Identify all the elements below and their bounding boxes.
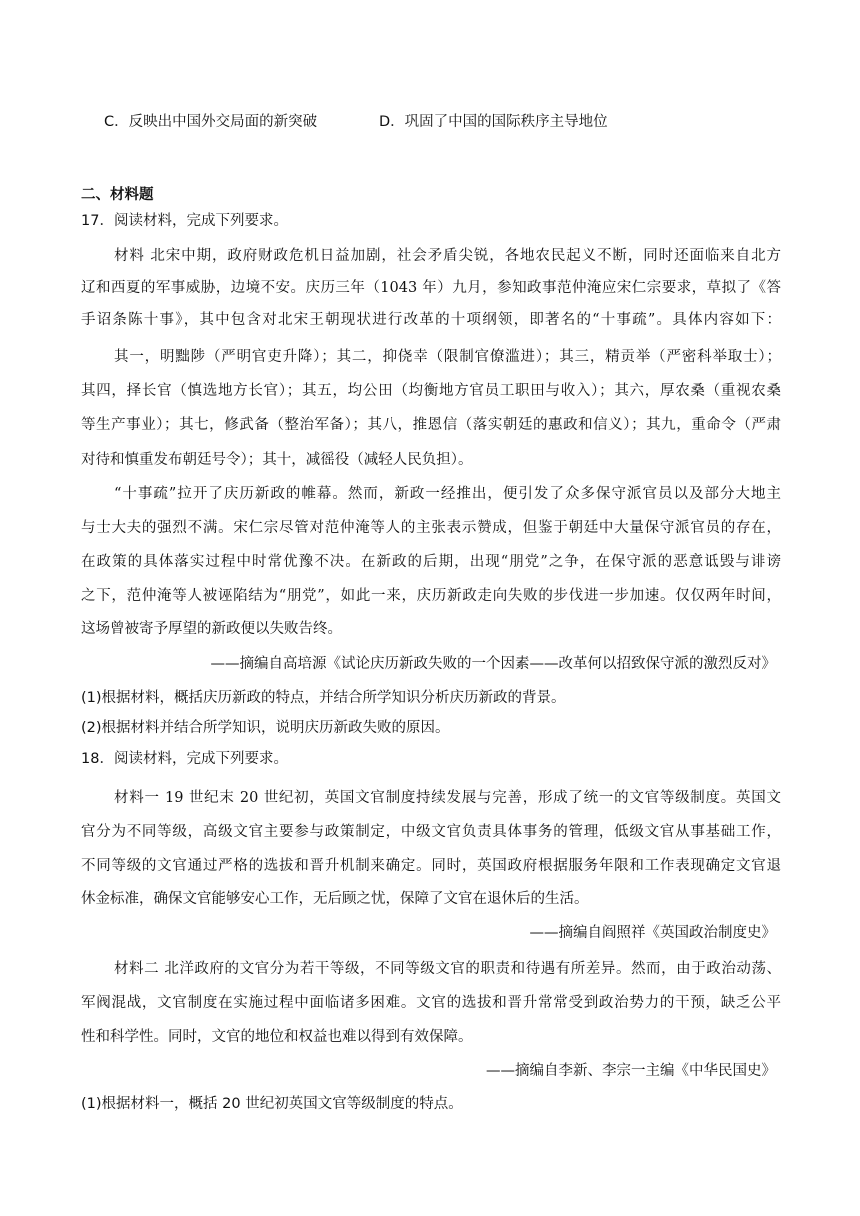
q18-mat2-line3: 性和科学性。同时，文官的地位和权益也难以得到有效保障。 (81, 1029, 473, 1045)
option-d: D．巩固了中国的国际秩序主导地位 (379, 114, 608, 130)
q17-para1-line1: 材料 北宋中期，政府财政危机日益加剧，社会矛盾尖锐，各地农民起义不断，同时还面临来自北方 (114, 248, 781, 264)
q17-para2-line3: 等生产事业）；其七，修武备（整治军备）；其八，推恩信（落实朝廷的惠政和信义）；其九，重命令（严肃 (81, 417, 781, 433)
q17-para3-line3: 在政策的具体落实过程中时常优豫不决。在新政的后期，出现“朋党”之争，在保守派的恶意诋毁与诽谤 (81, 554, 781, 570)
q17-para2-line4: 对待和慎重发布朝廷号令）；其十，减徭役（减轻人民负担）。 (81, 452, 473, 468)
q18-mat2-line1: 材料二 北洋政府的文官分为若干等级，不同等级文官的职责和待遇有所差异。然而，由于政治动荡、 (114, 961, 781, 977)
q17-source: ——摘编自高培源《试论庆历新政失败的一个因素——改革何以招致保守派的激烈反对》 (210, 656, 776, 672)
q17-para3-line4: 之下，范仲淹等人被诬陷结为“朋党”，如此一来，庆历新政走向失败的步伐进一步加速。仅仅两年时间， (81, 588, 781, 604)
q18-mat2-line2: 军阀混战，文官制度在实施过程中面临诸多困难。文官的选拔和晋升常常受到政治势力的干预，缺乏公平 (81, 995, 781, 1011)
q17-para3-line5: 这场曾被寄予厚望的新政便以失败告终。 (81, 621, 342, 637)
q17-para3-line1: “十事疏”拉开了庆历新政的帷幕。然而，新政一经推出，便引发了众多保守派官员以及部分大地主 (114, 486, 781, 502)
q18-mat1-line1: 材料一 19 世纪末 20 世纪初，英国文官制度持续发展与完善，形成了统一的文官等级制度。英国文 (114, 790, 781, 806)
q17-sub1: (1)根据材料，概括庆历新政的特点，并结合所学知识分析庆历新政的背景。 (81, 690, 566, 706)
q18-source2: ——摘编自李新、李宗一主编《中华民国史》 (486, 1063, 776, 1079)
q17-para1-line2: 辽和西夏的军事威胁，边境不安。庆历三年（1043 年）九月，参知政事范仲淹应宋仁宗要求，草拟了《答 (81, 280, 781, 296)
section-heading: 二、材料题 (81, 187, 154, 203)
q18-source1: ——摘编自阎照祥《英国政治制度史》 (529, 925, 776, 941)
q17-para1-line3: 手诏条陈十事》，其中包含对北宋王朝现状进行改革的十项纲领，即著名的“十事疏”。具体内容如下： (81, 312, 781, 328)
q18-sub1: (1)根据材料一，概括 20 世纪初英国文官等级制度的特点。 (81, 1096, 463, 1112)
q17-sub2: (2)根据材料并结合所学知识，说明庆历新政失败的原因。 (81, 720, 450, 736)
option-c: C．反映出中国外交局面的新突破 (104, 114, 318, 130)
q18-mat1-line3: 不同等级的文官通过严格的选拔和晋升机制来确定。同时，英国政府根据服务年限和工作表现确定文官退 (81, 858, 781, 874)
q18-mat1-line2: 官分为不同等级，高级文官主要参与政策制定，中级文官负责具体事务的管理，低级文官从事基础工作， (81, 824, 781, 840)
q17-para3-line2: 与士大夫的强烈不满。宋仁宗尽管对范仲淹等人的主张表示赞成，但鉴于朝廷中大量保守派官员的存在， (81, 520, 781, 536)
q18-mat1-line4: 休金标准，确保文官能够安心工作，无后顾之忧，保障了文官在退休后的生活。 (81, 891, 589, 907)
q17-stem: 17．阅读材料，完成下列要求。 (81, 213, 288, 229)
q17-para2-line2: 其四，择长官（慎选地方长官）；其五，均公田（均衡地方官员工职田与收入）；其六，厚农桑（重视农桑 (81, 383, 781, 399)
q17-para2-line1: 其一，明黜陟（严明官吏升降）；其二，抑侥幸（限制官僚滥进）；其三，精贡举（严密科举取士）； (114, 349, 781, 365)
q18-stem: 18．阅读材料，完成下列要求。 (81, 751, 288, 767)
